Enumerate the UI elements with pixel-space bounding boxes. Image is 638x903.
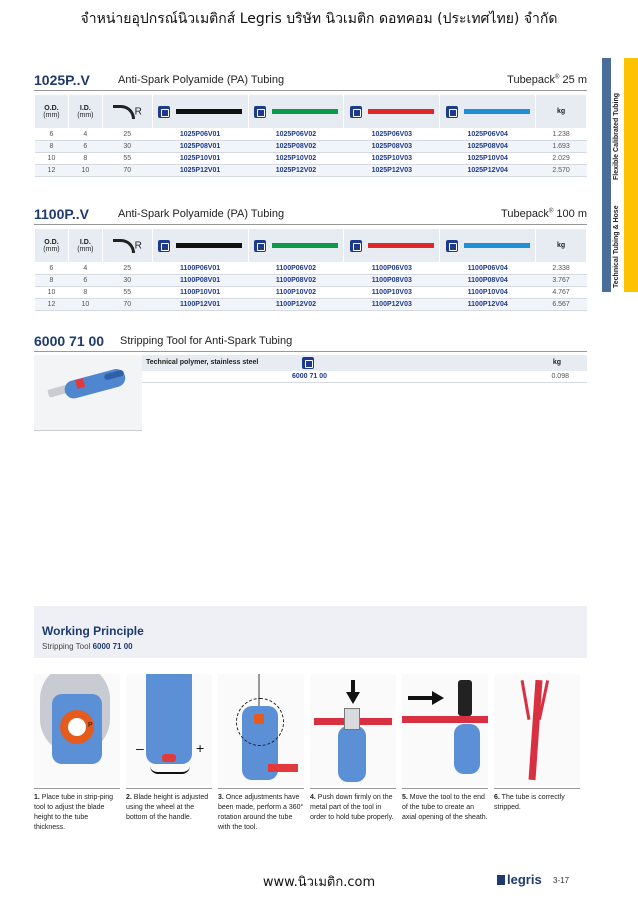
footer-url[interactable]: www.นิวเมติก.com	[262, 875, 376, 890]
step-5	[402, 674, 488, 823]
table-cell: 55	[102, 287, 152, 299]
table-cell: 1025P10V03	[344, 153, 440, 165]
legris-logo: legris	[497, 872, 542, 887]
table-row	[35, 263, 587, 275]
table-row	[35, 287, 587, 299]
col-od: O.D. (mm)	[35, 229, 69, 263]
table-cell: 6.567	[536, 299, 587, 311]
table-row	[35, 129, 587, 141]
table-cell: 1025P10V01	[152, 153, 248, 165]
table-cell: 1025P12V02	[248, 165, 344, 177]
col-black	[152, 95, 248, 129]
blue-swatch	[464, 243, 530, 248]
step-5-text: 5. Move the tool to the end of the tube to create an axial opening of the sheath.	[402, 794, 488, 821]
section-desc: Stripping Tool for Anti-Spark Tubing	[120, 335, 293, 347]
bag-icon	[350, 240, 362, 252]
table-row	[142, 371, 587, 383]
section-rule	[34, 224, 587, 225]
table-cell: 1025P12V04	[440, 165, 536, 177]
table-cell: 70	[102, 299, 152, 311]
red-swatch	[368, 243, 434, 248]
table-cell: 4.767	[536, 287, 587, 299]
col-green	[248, 229, 344, 263]
table-cell: 2.570	[536, 165, 587, 177]
section-rule	[34, 351, 587, 352]
table-cell: 1025P06V03	[344, 129, 440, 141]
section-pack: Tubepack® 100 m	[501, 208, 587, 220]
table-cell: 1100P10V01	[152, 287, 248, 299]
step-2	[126, 674, 212, 823]
p-label: P	[88, 722, 93, 729]
table-cell: 10	[35, 153, 69, 165]
col-blue	[440, 95, 536, 129]
section-desc: Anti-Spark Polyamide (PA) Tubing	[118, 208, 285, 220]
table-cell: 55	[102, 153, 152, 165]
section-title	[34, 333, 587, 355]
col-kg: kg	[536, 95, 587, 129]
step-3-image	[218, 674, 304, 786]
table-cell: 25	[102, 129, 152, 141]
section-title	[34, 72, 587, 94]
table-cell: 1100P06V04	[440, 263, 536, 275]
bend-radius-icon	[113, 239, 135, 253]
table-cell: 1.693	[536, 141, 587, 153]
table-cell: 1100P08V02	[248, 275, 344, 287]
table-cell: 10	[68, 165, 102, 177]
material-label: Technical polymer, stainless steel	[146, 359, 259, 366]
table-row	[35, 153, 587, 165]
working-principle-bar	[34, 606, 587, 658]
black-swatch	[176, 243, 242, 248]
table-cell: 1025P10V02	[248, 153, 344, 165]
step-6-text: 6. The tube is correctly stripped.	[494, 794, 565, 811]
table-cell: 6	[68, 141, 102, 153]
step-3-text: 3. Once adjustments have been made, perform a 360° rotation around the tube with the tool.	[218, 794, 304, 831]
product-table	[34, 94, 587, 177]
section-title	[34, 206, 587, 228]
bag-icon	[446, 106, 458, 118]
step-3	[218, 674, 304, 833]
plus-label: +	[196, 740, 205, 756]
table-cell: 10	[68, 299, 102, 311]
bend-radius-icon	[113, 105, 135, 119]
section-desc: Anti-Spark Polyamide (PA) Tubing	[118, 74, 285, 86]
table-cell: 4	[68, 129, 102, 141]
table-cell: 1100P12V04	[440, 299, 536, 311]
working-principle-title: Working Principle	[42, 624, 144, 638]
table-cell: 1025P06V04	[440, 129, 536, 141]
step-1	[34, 674, 120, 833]
section-code: 1100P..V	[34, 206, 90, 222]
page-header: จำหน่ายอุปกรณ์นิวเมติกส์ Legris บริษัท นิวเมติก ดอทคอม (ประเทศไทย) จำกัด	[80, 11, 558, 27]
bag-icon	[350, 106, 362, 118]
step-5-image	[402, 674, 488, 786]
table-cell: 1025P08V01	[152, 141, 248, 153]
table-cell: 8	[35, 141, 69, 153]
table-cell: 25	[102, 263, 152, 275]
side-tab	[598, 58, 638, 292]
step-6	[494, 674, 580, 813]
table-cell: 1100P12V02	[248, 299, 344, 311]
col-od: O.D. (mm)	[35, 95, 69, 129]
table-cell: 6	[35, 129, 69, 141]
table-cell: 3.767	[536, 275, 587, 287]
stripping-tool-box	[34, 355, 587, 431]
table-cell: 1100P06V02	[248, 263, 344, 275]
part-number: 6000 71 00	[292, 373, 328, 380]
table-cell: 30	[102, 141, 152, 153]
table-cell: 1025P08V02	[248, 141, 344, 153]
step-4-text: 4. Push down firmly on the metal part of the tool in order to hold tube properly.	[310, 794, 394, 821]
table-cell: 6	[35, 263, 69, 275]
table-cell: 1025P08V03	[344, 141, 440, 153]
bag-icon	[254, 106, 266, 118]
part-weight: 0.098	[551, 373, 569, 380]
table-cell: 8	[68, 153, 102, 165]
minus-label: –	[136, 740, 144, 756]
product-table	[34, 228, 587, 311]
working-principle-sub: Stripping Tool 6000 71 00	[42, 642, 133, 651]
table-cell: 1100P08V03	[344, 275, 440, 287]
col-r: R	[102, 229, 152, 263]
table-cell: 30	[102, 275, 152, 287]
green-swatch	[272, 243, 338, 248]
col-r: R	[102, 95, 152, 129]
steps	[34, 674, 587, 844]
bag-icon	[158, 240, 170, 252]
table-cell: 1025P12V03	[344, 165, 440, 177]
section-stripping-tool	[34, 333, 587, 380]
table-cell: 1025P10V04	[440, 153, 536, 165]
table-cell: 1100P12V01	[152, 299, 248, 311]
table-row	[35, 165, 587, 177]
bag-icon	[158, 106, 170, 118]
table-cell: 1100P10V02	[248, 287, 344, 299]
table-cell: 12	[35, 299, 69, 311]
section-code: 6000 71 00	[34, 333, 105, 349]
section-rule	[34, 90, 587, 91]
section-1025	[34, 72, 587, 177]
table-row	[35, 141, 587, 153]
col-id: I.D. (mm)	[68, 229, 102, 263]
side-stripe-yellow	[624, 58, 638, 292]
table-cell: 1025P12V01	[152, 165, 248, 177]
section-code: 1025P..V	[34, 72, 90, 88]
table-cell: 1100P06V03	[344, 263, 440, 275]
col-id: I.D. (mm)	[68, 95, 102, 129]
table-cell: 8	[68, 287, 102, 299]
side-label-technical: Technical Tubing & Hose	[613, 205, 620, 288]
step-2-text: 2. Blade height is adjusted using the wheel at the bottom of the handle.	[126, 794, 209, 821]
table-cell: 1100P12V03	[344, 299, 440, 311]
col-blue	[440, 229, 536, 263]
table-cell: 1100P06V01	[152, 263, 248, 275]
table-cell: 1.238	[536, 129, 587, 141]
black-swatch	[176, 109, 242, 114]
step-6-image	[494, 674, 580, 786]
side-stripe	[602, 58, 611, 292]
stripping-tool-image	[34, 355, 142, 431]
col-kg: kg	[536, 229, 587, 263]
blue-swatch	[464, 109, 530, 114]
step-1-image	[34, 674, 120, 786]
bag-icon	[302, 357, 314, 369]
table-cell: 10	[35, 287, 69, 299]
table-cell: 1100P08V01	[152, 275, 248, 287]
section-pack: Tubepack® 25 m	[507, 74, 587, 86]
table-cell: 12	[35, 165, 69, 177]
bag-icon	[446, 240, 458, 252]
bag-icon	[254, 240, 266, 252]
step-2-image	[126, 674, 212, 786]
step-4	[310, 674, 396, 823]
table-cell: 1025P08V04	[440, 141, 536, 153]
stripping-tool-icon	[34, 355, 142, 431]
table-cell: 2.029	[536, 153, 587, 165]
table-cell: 4	[68, 263, 102, 275]
col-red	[344, 95, 440, 129]
step-4-image	[310, 674, 396, 786]
col-red	[344, 229, 440, 263]
stripping-tool-head	[142, 355, 587, 371]
table-cell: 6	[68, 275, 102, 287]
col-black	[152, 229, 248, 263]
table-row	[35, 299, 587, 311]
table-cell: 1100P10V03	[344, 287, 440, 299]
table-cell: 70	[102, 165, 152, 177]
col-green	[248, 95, 344, 129]
table-row	[35, 275, 587, 287]
green-swatch	[272, 109, 338, 114]
table-cell: 1100P10V04	[440, 287, 536, 299]
table-cell: 2.338	[536, 263, 587, 275]
red-swatch	[368, 109, 434, 114]
side-label-flexible: Flexible Calibrated Tubing	[613, 93, 620, 180]
section-1100	[34, 206, 587, 311]
kg-label: kg	[552, 359, 561, 366]
table-cell: 1025P06V02	[248, 129, 344, 141]
page-number: 3-17	[553, 876, 570, 885]
table-cell: 1025P06V01	[152, 129, 248, 141]
table-cell: 8	[35, 275, 69, 287]
table-cell: 1100P08V04	[440, 275, 536, 287]
step-1-text: 1. Place tube in strip-ping tool to adjust the blade height to the tube thickness.	[34, 794, 114, 831]
